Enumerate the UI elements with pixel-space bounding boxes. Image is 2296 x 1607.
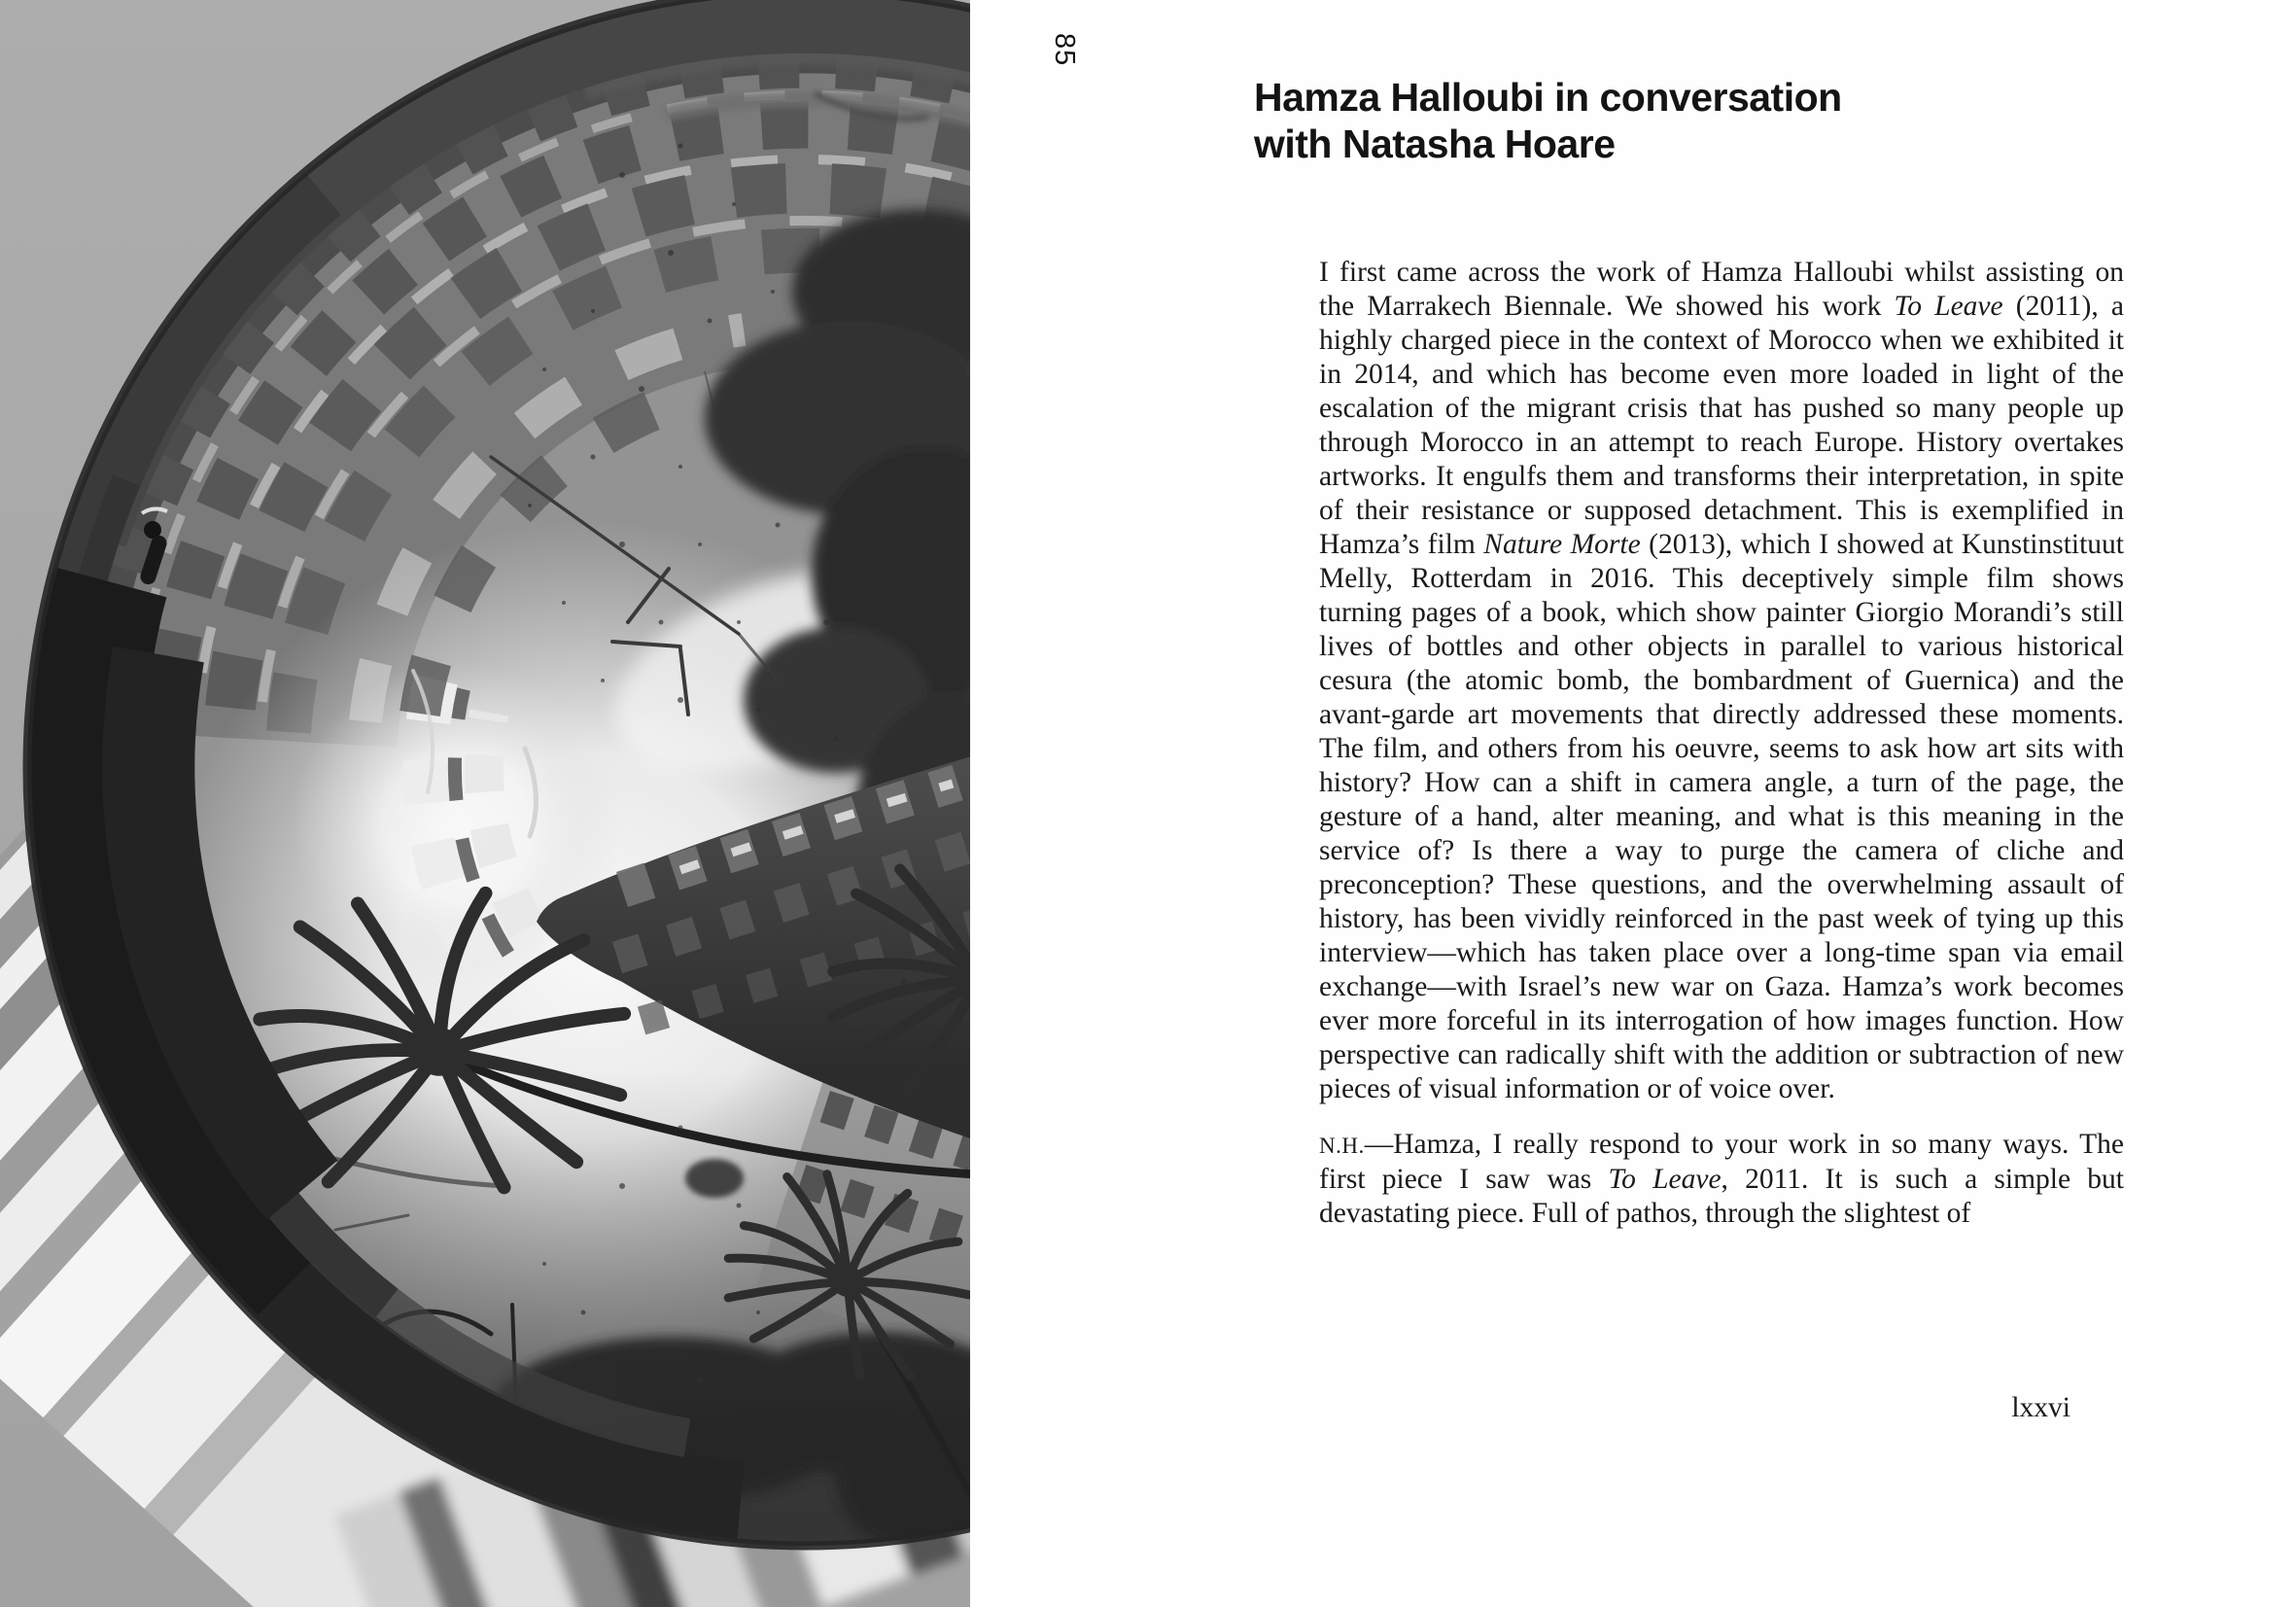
body-text	[1319, 256, 2124, 1231]
page-title	[1254, 74, 1842, 167]
title-line-1: Hamza Halloubi in conversation	[1254, 75, 1842, 120]
mirrored-sphere-photo-illustration	[0, 0, 970, 1607]
page-number-left: 85	[1049, 33, 1080, 67]
dirt-blotch	[685, 1159, 744, 1198]
paragraph: N.H.—Hamza, I really respond to your work in so many ways. The first piece I saw was To Leave, 2011. It is such a simple but devastating piece. Full of pathos, through the slightest of	[1319, 1129, 2124, 1229]
title-line-2: with Natasha Hoare	[1254, 122, 1616, 166]
page-number-right: lxxvi	[2011, 1392, 2070, 1423]
paragraph: I first came across the work of Hamza Halloubi whilst assisting on the Marrakech Biennale. We showed his work To Leave (2011), a highly charged piece in the context of Morocco when we exhibited it in 2014, and which has become even more loaded in light of the escalation of the migrant crisis that has pushed so many people up through Morocco in an attempt to reach Europe. History overtakes artworks. It engulfs them and transforms their interpretation, in spite of their resistance or supposed detachment. This is exemplified in Hamza’s film Nature Morte (2013), which I showed at Kunstinstituut Melly, Rotterdam in 2016. This deceptively simple film shows turning pages of a book, which show painter Giorgio Morandi’s still lives of bottles and other objects in parallel to various historical cesura (the atomic bomb, the bombardment of Guernica) and the avant-garde art movements that directly addressed these moments. The film, and others from his oeuvre, seems to ask how art sits with history? How can a shift in camera angle, a turn of the page, the gesture of a hand, alter meaning, and what is this meaning in the service of? Is there a way to purge the camera of cliche and preconception? These questions, and the overwhelming assault of history, has been vividly reinforced in the past week of tying up this interview—which has taken place over a long-time span via email exchange—with Israel’s new war on Gaza. Hamza’s work becomes ever more forceful in its interrogation of how images function. How perspective can radically shift with the addition or subtraction of new pieces of visual information or of voice over.	[1319, 257, 2124, 1104]
spread-photo	[0, 0, 970, 1607]
